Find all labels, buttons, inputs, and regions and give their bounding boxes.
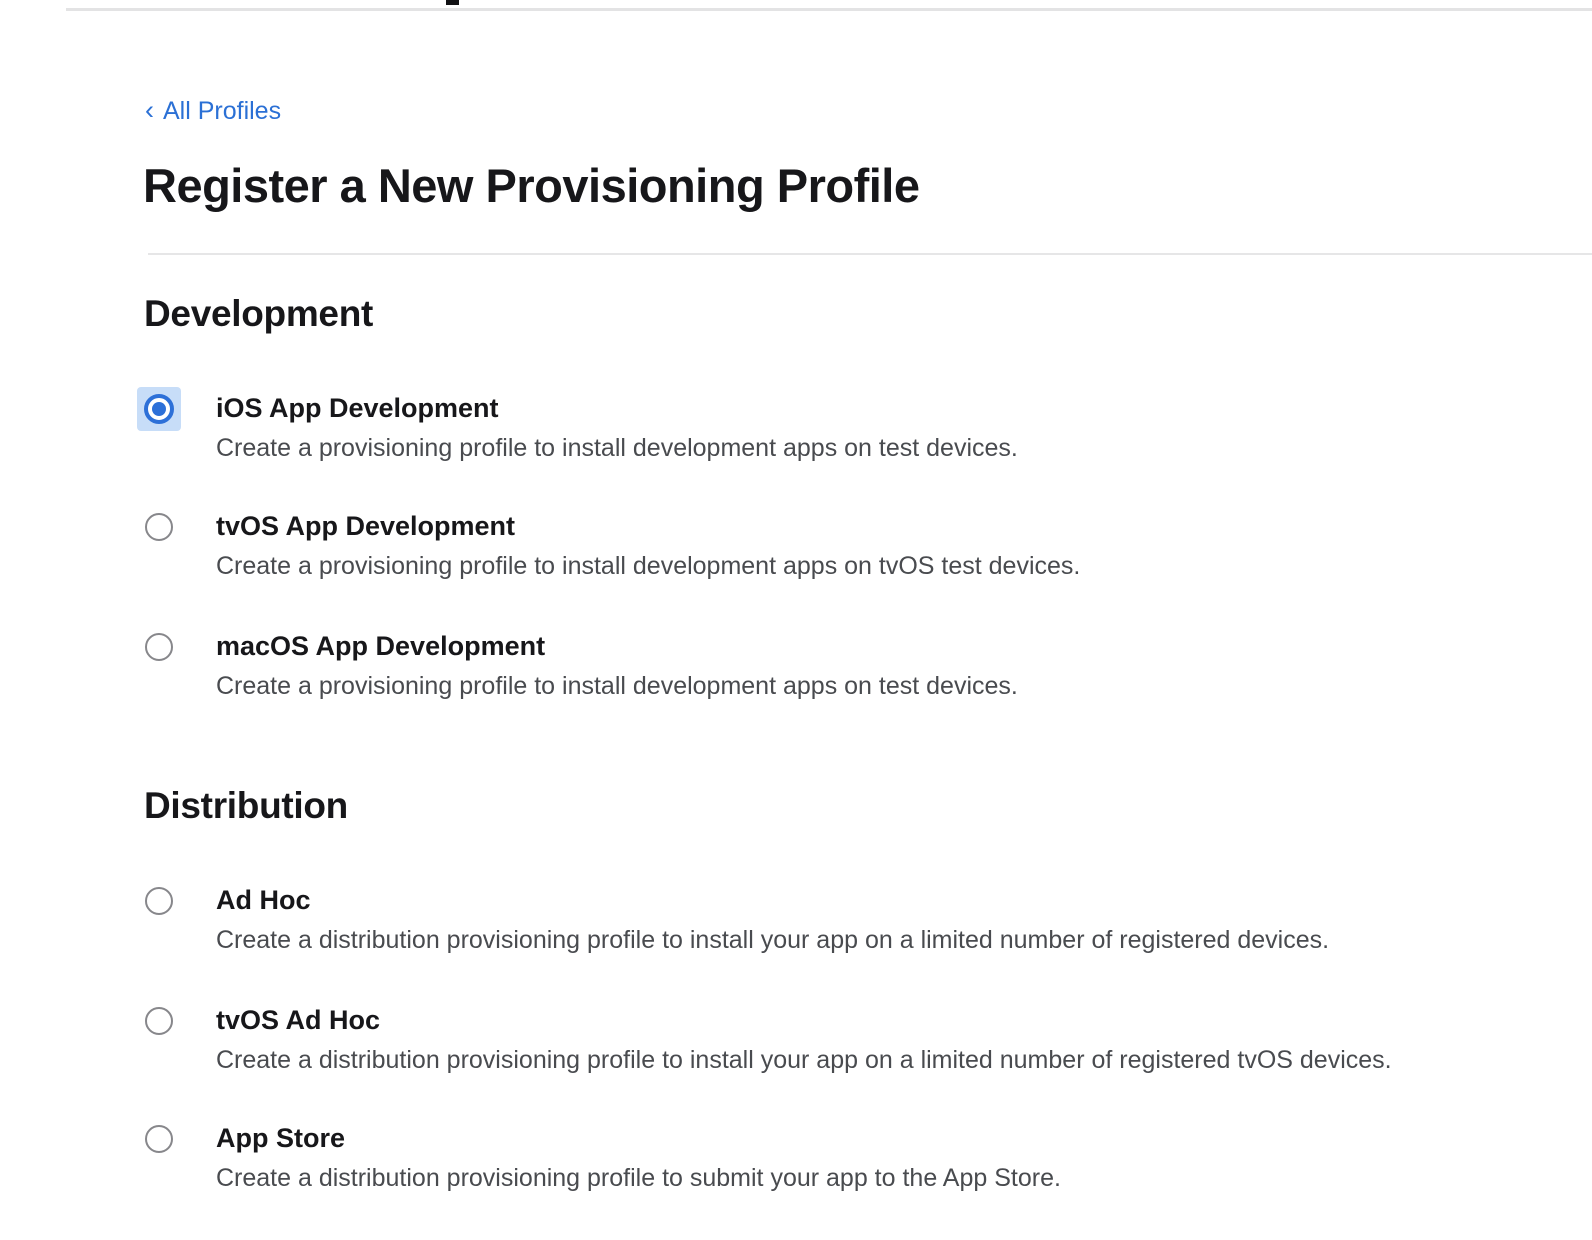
radio-app-store[interactable] bbox=[137, 1117, 181, 1161]
option-tvos-ad-hoc[interactable] bbox=[137, 999, 1557, 1077]
option-label[interactable]: macOS App Development bbox=[216, 631, 546, 661]
option-label[interactable]: tvOS Ad Hoc bbox=[216, 1005, 381, 1035]
radio-macos-app-development[interactable] bbox=[137, 625, 181, 669]
section-heading-distribution: Distribution bbox=[144, 785, 348, 826]
back-link-label: All Profiles bbox=[163, 97, 282, 125]
page-title: Register a New Provisioning Profile bbox=[143, 159, 920, 212]
radio-tvos-app-development[interactable] bbox=[137, 505, 181, 549]
option-description: Create a distribution provisioning profile to submit your app to the App Store. bbox=[216, 1164, 1061, 1192]
option-label[interactable]: App Store bbox=[216, 1123, 346, 1153]
radio-unselected-icon bbox=[145, 1007, 173, 1035]
option-description: Create a provisioning profile to install development apps on test devices. bbox=[216, 434, 1018, 462]
chevron-left-icon: ‹ bbox=[145, 95, 154, 125]
radio-ios-app-development[interactable] bbox=[137, 387, 181, 431]
radio-selected-icon bbox=[144, 394, 174, 424]
option-ad-hoc[interactable] bbox=[137, 879, 1557, 957]
radio-unselected-icon bbox=[145, 1125, 173, 1153]
option-description: Create a provisioning profile to install development apps on tvOS test devices. bbox=[216, 552, 1081, 580]
option-description: Create a distribution provisioning profile to install your app on a limited number of registered devices. bbox=[216, 926, 1330, 954]
radio-tvos-ad-hoc[interactable] bbox=[137, 999, 181, 1043]
radio-ad-hoc[interactable] bbox=[137, 879, 181, 923]
radio-dot bbox=[152, 402, 166, 416]
option-description: Create a provisioning profile to install development apps on test devices. bbox=[216, 672, 1018, 700]
option-macos-app-development[interactable] bbox=[137, 625, 1557, 703]
title-divider bbox=[148, 253, 1592, 255]
radio-unselected-icon bbox=[145, 513, 173, 541]
option-app-store[interactable] bbox=[137, 1117, 1557, 1195]
back-link-all-profiles[interactable] bbox=[145, 97, 281, 126]
radio-unselected-icon bbox=[145, 633, 173, 661]
option-tvos-app-development[interactable] bbox=[137, 505, 1557, 583]
option-label[interactable]: Ad Hoc bbox=[216, 885, 311, 915]
option-ios-app-development[interactable] bbox=[137, 387, 1557, 465]
header-divider bbox=[66, 8, 1592, 11]
option-description: Create a distribution provisioning profile to install your app on a limited number of registered tvOS devices. bbox=[216, 1046, 1392, 1074]
option-label[interactable]: tvOS App Development bbox=[216, 511, 516, 541]
clipped-heading-glyph bbox=[446, 0, 459, 5]
option-label[interactable]: iOS App Development bbox=[216, 393, 499, 423]
section-heading-development: Development bbox=[144, 293, 374, 334]
radio-unselected-icon bbox=[145, 887, 173, 915]
